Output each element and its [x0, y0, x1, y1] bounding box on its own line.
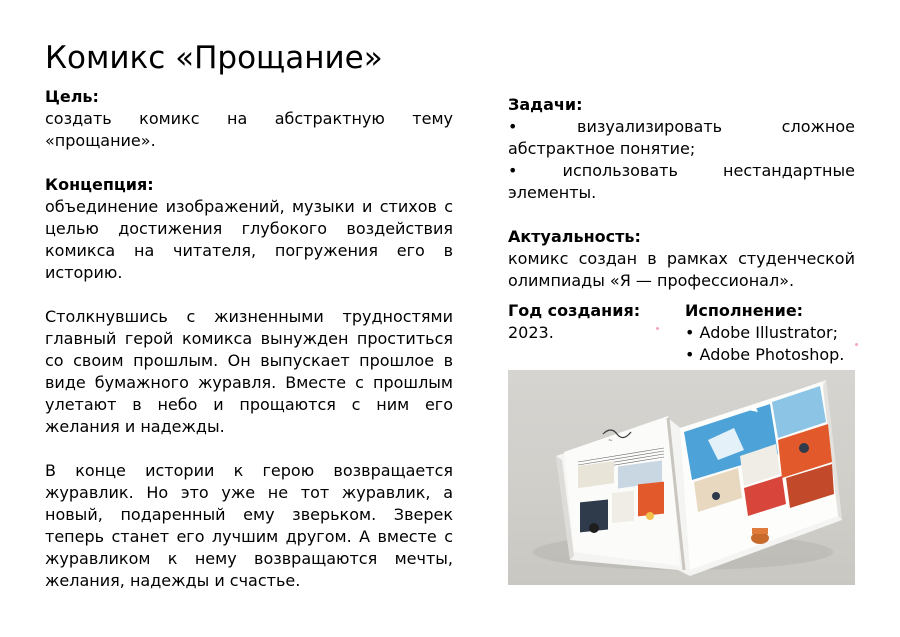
- year-value: 2023.: [508, 323, 554, 342]
- right-column: [508, 94, 855, 366]
- goal-text: создать комикс на абстрактную тему «прощание».: [45, 109, 453, 150]
- svg-text:~: ~: [608, 437, 614, 444]
- decorative-dot: [656, 327, 659, 330]
- relevance-heading: Актуальность:: [508, 227, 641, 246]
- tasks-heading: Задачи:: [508, 95, 583, 114]
- year-block: [508, 300, 678, 366]
- execution-block: [685, 300, 855, 366]
- concept-heading: Концепция:: [45, 175, 154, 194]
- tool-item: • Adobe Illustrator;: [685, 323, 838, 342]
- story-paragraph-2: В конце истории к герою возвращается журавлик. Но это уже не тот журавлик, а новый, подаренный ему зверьком. Зверек теперь станет его лучшим другом. А вместе с журавликом к нему возвращаются мечты, желания, надежды и счастье.: [45, 461, 453, 590]
- relevance-text: комикс создан в рамках студенческой олимпиады «Я — профессионал».: [508, 249, 855, 290]
- task-item: • визуализировать сложное абстрактное понятие;: [508, 117, 855, 158]
- concept-text: объединение изображений, музыки и стихов с целью достижения глубокого воздействия комикса на читателя, погружения его в историю.: [45, 197, 453, 282]
- goal-heading: Цель:: [45, 87, 99, 106]
- page-title: Комикс «Прощание»: [45, 40, 383, 76]
- comic-book-illustration: [508, 370, 855, 585]
- year-heading: Год создания:: [508, 301, 641, 320]
- left-column: [45, 86, 453, 592]
- year-and-tools: [508, 300, 855, 366]
- execution-heading: Исполнение:: [685, 301, 804, 320]
- comic-book-photo: [508, 370, 855, 585]
- decorative-dot: [855, 343, 858, 346]
- task-item: • использовать нестандартные элементы.: [508, 161, 855, 202]
- story-paragraph-1: Столкнувшись с жизненными трудностями главный герой комикса вынужден проститься со своим прошлым. Он выпускает прошлое в виде бумажного журавля. Вместе с прошлым улетают в небо и прощаются с ним его желания и надежды.: [45, 307, 453, 436]
- tool-item: • Adobe Photoshop.: [685, 345, 845, 364]
- tools-list: [685, 322, 855, 366]
